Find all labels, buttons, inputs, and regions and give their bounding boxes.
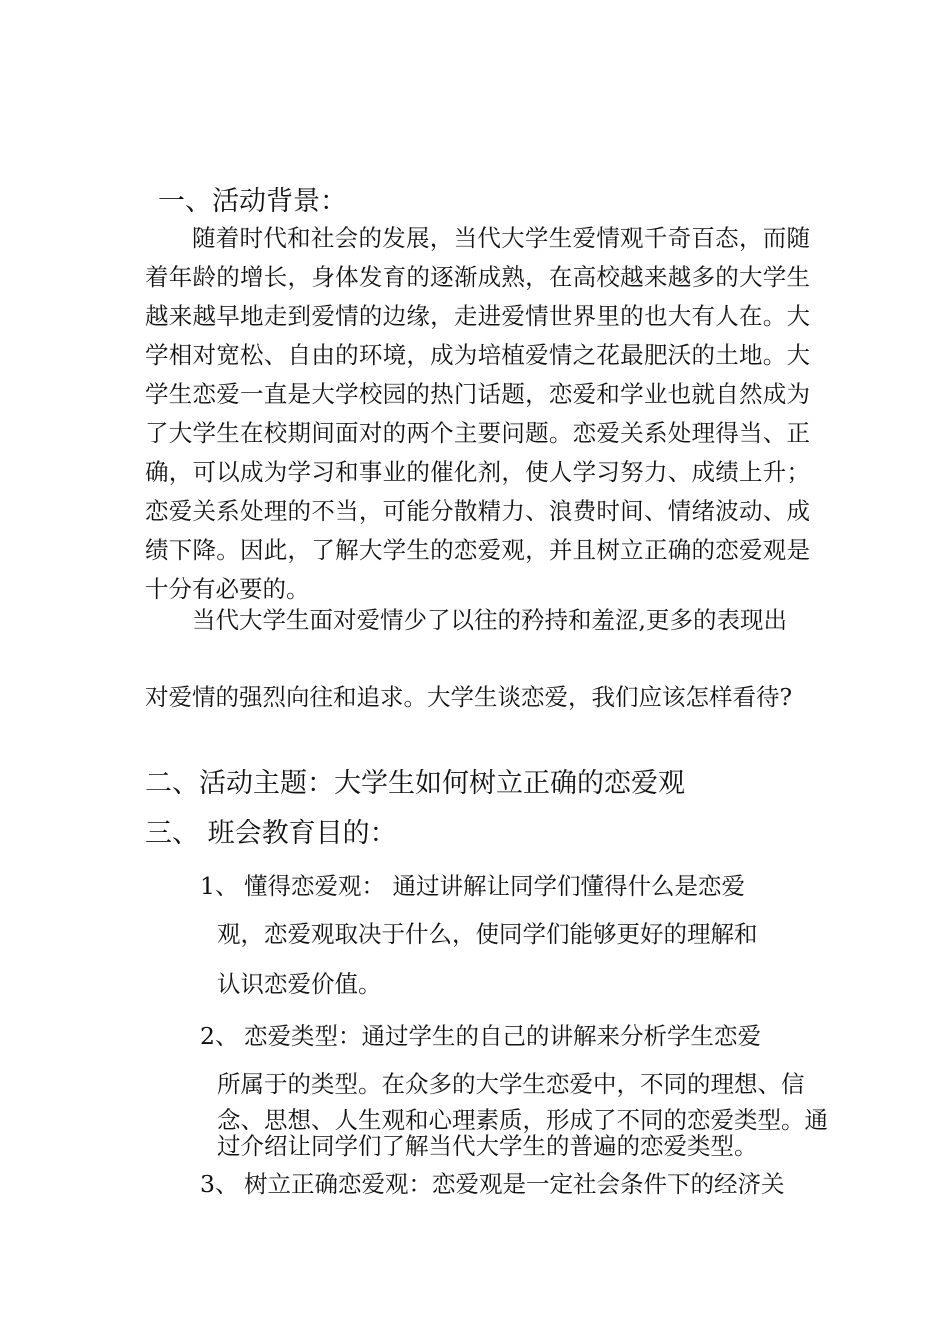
- section-1-heading: 一、活动背景：: [158, 186, 347, 217]
- section-3-heading: 三、 班会教育目的：: [145, 818, 397, 849]
- list-item-number: 1、: [200, 872, 239, 900]
- section-1-paragraph: 随着时代和社会的发展，当代大学生爱情观千奇百态，而随着年龄的增长，身体发育的逐渐成熟，在高校越来越多的大学生越来越早地走到爱情的边缘，走进爱情世界里的也大有人在。大学相对宽松、自由的环境，成为培植爱情之花最肥沃的土地。大学生恋爱一直是大学校园的热门话题，恋爱和学业也就自然成为了大学生在校期间面对的两个主要问题。恋爱关系处理得当、正确，可以成为学习和事业的催化剂，使人学习努力、成绩上升；恋爱关系处理的不当，可能分散精力、浪费时间、情绪波动、成绩下降。因此，了解大学生的恋爱观，并且树立正确的恋爱观是十分有必要的。: [145, 224, 810, 603]
- list-item-first-line: 懂得恋爱观： 通过讲解让同学们懂得什么是恋爱: [244, 872, 745, 900]
- section-1-paragraph-2-line-1: 当代大学生面对爱情少了以往的矜持和羞涩,更多的表现出: [192, 606, 787, 634]
- list-item-line: 过介绍让同学们了解当代大学生的普遍的恋爱类型。: [217, 1132, 758, 1160]
- list-item-first-line: 恋爱类型：通过学生的自己的讲解来分析学生恋爱: [244, 1022, 761, 1050]
- section-2-heading: 二、活动主题：大学生如何树立正确的恋爱观: [145, 768, 685, 799]
- list-item-line: 念、思想、人生观和心理素质，形成了不同的恋爱类型。通: [217, 1106, 828, 1134]
- list-item-line: 观，恋爱观取决于什么，使同学们能够更好的理解和: [217, 920, 758, 948]
- list-item-line: 所属于的类型。在众多的大学生恋爱中，不同的理想、信: [217, 1070, 805, 1098]
- list-item: [200, 1166, 810, 1202]
- list-item: [200, 1018, 810, 1054]
- list-item: [200, 868, 810, 904]
- list-item-number: 3、: [200, 1170, 239, 1198]
- list-item-line: 认识恋爱价值。: [217, 970, 382, 998]
- list-item-first-line: 树立正确恋爱观：恋爱观是一定社会条件下的经济关: [244, 1170, 785, 1198]
- list-item-number: 2、: [200, 1022, 239, 1050]
- section-1-paragraph-2-line-2: 对爱情的强烈向往和追求。大学生谈恋爱，我们应该怎样看待?: [145, 683, 793, 711]
